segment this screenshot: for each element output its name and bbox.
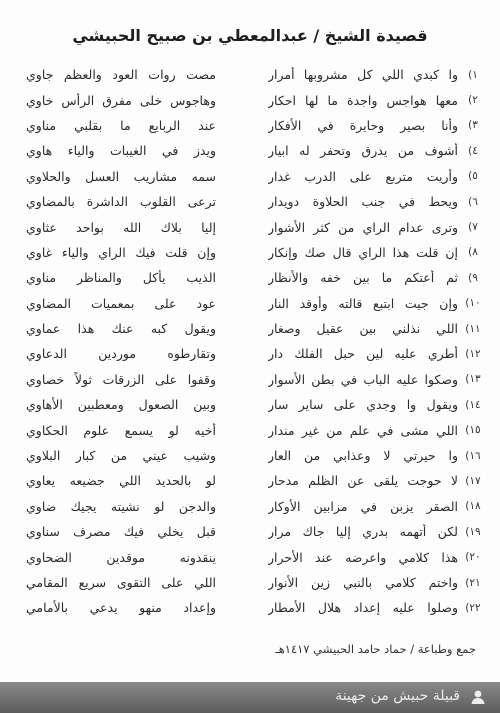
verse-number: ١٢) (465, 347, 481, 360)
verse-second-hemistich: عند الربايع ما بقلبي مناوي (26, 117, 216, 133)
footer-bar (0, 682, 500, 713)
verse-number: ١٣) (465, 373, 481, 386)
verse-number: ١٤) (465, 398, 481, 411)
verse-number: ١٩) (465, 525, 481, 538)
verse-row (18, 291, 488, 316)
poem-verses (18, 62, 488, 621)
verse-row (18, 138, 488, 163)
verse-second-hemistich: الذيب يأكل والمناظر مناوي (26, 270, 216, 286)
verse-row (18, 392, 488, 417)
verse-number: ١) (468, 68, 478, 81)
verse-number: ٥) (468, 170, 478, 183)
verse-second-hemistich: وهاجوس خلى مفرق الرأس خاوي (26, 92, 216, 108)
verse-number: ٦) (468, 195, 478, 208)
verse-row (18, 519, 488, 544)
verse-first-hemistich: اللي نذلني بين عقيل وصغار (268, 321, 458, 337)
verse-number: ١٦) (465, 449, 481, 462)
verse-row (18, 214, 488, 239)
verse-first-hemistich: معها هواجس واجدة ما لها احكار (268, 92, 458, 108)
verse-number: ٤) (468, 144, 478, 157)
verse-row (18, 468, 488, 493)
verse-number: ٢٢) (465, 601, 481, 614)
verse-second-hemistich: وإعداد منهو يدعي بالأمامي (26, 600, 216, 616)
verse-second-hemistich: والدجن لو نشيته يجيك ضاوي (26, 498, 216, 514)
verse-first-hemistich: لكن أتهمه بدري إليا جاك مرار (268, 524, 458, 540)
verse-first-hemistich: وإن جيت ابتبع قالته وأوقد النار (268, 295, 458, 311)
credit-line: جمع وطباعة / حماد حامد الحبيشي ١٤١٧هـ (275, 642, 476, 656)
verse-first-hemistich: وا حيرتي لا وعذابي من العار (268, 448, 458, 464)
verse-second-hemistich: ويقول كبه عنك هذا عماوي (26, 321, 216, 337)
verse-second-hemistich: قبل يخلي فيك مصرف سناوي (26, 524, 216, 540)
footer-label: قبيلة حبيش من جهينة (335, 688, 460, 704)
poem-title: قصيدة الشيخ / عبدالمعطي بن صبيح الحبيشي (72, 26, 428, 45)
verse-first-hemistich: أطري عليه لين حبل الفلك دار (268, 346, 458, 362)
verse-number: ١٠) (465, 297, 481, 310)
verse-second-hemistich: أخيه لو يسمع علوم الحكاوي (26, 422, 216, 438)
verse-first-hemistich: وترى عدام الراي من كثر الأشوار (268, 219, 458, 235)
verse-row (18, 494, 488, 519)
verse-first-hemistich: وأريت متربع على الدرب غدار (268, 168, 458, 184)
verse-second-hemistich: ترعى القلوب الداشرة بالمضاوي (26, 194, 216, 210)
verse-second-hemistich: مصت روات العود والعظم جاوي (26, 67, 216, 83)
verse-row (18, 341, 488, 366)
verse-first-hemistich: وصكوا عليه الباب في بطن الأسوار (268, 371, 458, 387)
verse-row (18, 417, 488, 442)
verse-first-hemistich: هذا كلامي واعرضه عند الأحرار (268, 549, 458, 565)
verse-row (18, 443, 488, 468)
verse-second-hemistich: لو بالحديد اللي جضيعه يعاوي (26, 473, 216, 489)
verse-second-hemistich: اللي على التقوى سريع المقامي (26, 575, 216, 590)
verse-first-hemistich: إن قلت هذا الراي قال صك وإنكار (268, 244, 458, 260)
verse-number: ٢٠) (465, 551, 481, 564)
verse-first-hemistich: وصلوا عليه إعداد هلال الأمطار (268, 600, 458, 616)
verse-number: ١٥) (465, 424, 481, 437)
verse-row (18, 62, 488, 87)
verse-second-hemistich: عود على بمعميات المضاوي (26, 295, 216, 311)
verse-first-hemistich: أشوف من يدرق وتحفر له ابيار (268, 143, 458, 159)
verse-first-hemistich: لا حوجت يلقى عن الظلم مدحار (268, 473, 458, 489)
verse-row (18, 367, 488, 392)
verse-row (18, 240, 488, 265)
verse-row (18, 570, 488, 595)
verse-row (18, 595, 488, 620)
verse-first-hemistich: واختم كلامي بالنبي زين الأنوار (268, 575, 458, 590)
verse-number: ٢) (468, 94, 478, 107)
verse-number: ١٧) (465, 474, 481, 487)
verse-second-hemistich: إليا بلاك الله بواحد عثاوي (26, 219, 216, 235)
verse-number: ٨) (468, 246, 478, 259)
verse-first-hemistich: ويقول وا وجدي على ساير سار (268, 397, 458, 413)
verse-second-hemistich: ينقدونه موقدين الضحاوي (26, 549, 216, 565)
verse-first-hemistich: الصقر يزبن في مزابين الأوكار (268, 498, 458, 514)
verse-second-hemistich: وبين الصعول ومعطبين الأهاوي (26, 397, 216, 413)
verse-row (18, 265, 488, 290)
verse-row (18, 87, 488, 112)
verse-first-hemistich: اللي مشى في علم من غير مندار (268, 422, 458, 438)
verse-number: ٧) (468, 221, 478, 234)
verse-first-hemistich: وا كبدي اللي كل مشروبها أمرار (268, 67, 458, 83)
verse-number: ٣) (468, 119, 478, 132)
verse-first-hemistich: ثم أعتكم ما بين خفه والأنظار (268, 270, 458, 286)
verse-second-hemistich: ويدز في الغيبات والياء هاوي (26, 143, 216, 159)
verse-second-hemistich: وإن قلت فيك الراي والياء غاوي (26, 244, 216, 260)
verse-row (18, 164, 488, 189)
verse-first-hemistich: ويحط في جنب الحلاوة دويدار (268, 194, 458, 210)
verse-number: ١١) (465, 322, 481, 335)
verse-second-hemistich: وتقارطوه موردين الدعاوي (26, 346, 216, 362)
verse-number: ٩) (468, 271, 478, 284)
verse-row (18, 189, 488, 214)
verse-second-hemistich: وشيب عيني من كبار البلاوي (26, 448, 216, 464)
verse-row (18, 316, 488, 341)
user-icon (470, 689, 486, 705)
verse-second-hemistich: وقفوا على الزرقات ثولاً خصاوي (26, 371, 216, 387)
verse-row (18, 544, 488, 569)
verse-number: ١٨) (465, 500, 481, 513)
verse-second-hemistich: سمه مشاريب العسل والحلاوي (26, 168, 216, 184)
verse-row (18, 113, 488, 138)
verse-first-hemistich: وأنا بصير وحايرة في الأفكار (268, 117, 458, 133)
verse-number: ٢١) (465, 576, 481, 589)
